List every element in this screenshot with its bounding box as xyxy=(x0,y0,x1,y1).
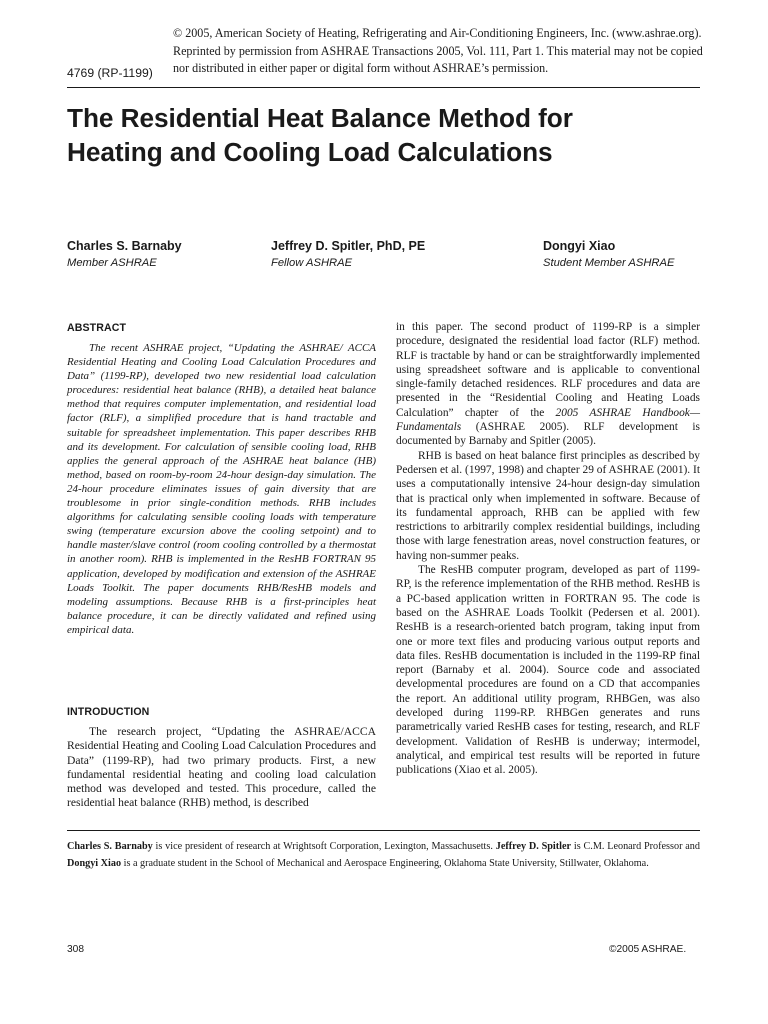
right-column xyxy=(396,320,700,778)
abstract-heading: ABSTRACT xyxy=(67,322,127,334)
text-span: (ASHRAE 2005). RLF development is documented by Barnaby and Spitler (2005). xyxy=(396,421,700,448)
handbook-citation: 2005 ASHRAE Handbook—Fundamentals xyxy=(396,406,700,434)
text-span: in this paper. The second product of 1199-RP is a simpler procedure, designated the residential load factor (RLF) method. RLF is tractable by hand or can be straightforwardly implemented using spreadsheet software and is applicable to conventional single-family detached residences. RLF procedures and data are presented in the “Residential Cooling and Heating Loads Calculation” chapter of the xyxy=(396,321,700,419)
author-name: Jeffrey D. Spitler, PhD, PE xyxy=(271,239,426,253)
paper-id: 4769 (RP-1199) xyxy=(67,66,153,80)
author-role: Member ASHRAE xyxy=(67,257,157,269)
introduction-paragraph: The research project, “Updating the ASHRAE/ACCA Residential Heating and Cooling Load Calculation Procedures and Data” (1199-RP), had two primary products. First, a new fundamental residential heating and cooling load calculation method was developed and tested. This procedure, called the residential heat balance (RHB) method, is described xyxy=(67,725,376,810)
header-divider xyxy=(67,87,700,88)
footnote-text: is C.M. Leonard Professor and xyxy=(571,841,700,852)
author-name: Dongyi Xiao xyxy=(543,239,616,253)
copyright-notice xyxy=(173,25,733,78)
author-footnote xyxy=(67,838,700,873)
author-role: Student Member ASHRAE xyxy=(543,257,675,269)
title-line: The Residential Heat Balance Method for xyxy=(67,103,573,133)
right-paragraph-2: RHB is based on heat balance first principles as described by Pedersen et al. (1997, 1998) and chapter 29 of ASHRAE (2001). It uses a computationally intensive 24-hour design-day simulation that is practical only when implemented in software. Because of its fundamental approach, RHB can be applied with few restrictions to arbitrarily complex residential buildings, including those with large fenestration areas, novel construction features, or having non-summer peaks. xyxy=(396,449,700,562)
footnote-text: is a graduate student in the School of Mechanical and Aerospace Engineering, Oklahoma State University, Stillwater, Oklahoma. xyxy=(121,858,649,870)
copyright-line: © 2005, American Society of Heating, Refrigerating and Air-Conditioning Engineers, Inc. (www.ashrae.org). xyxy=(173,26,702,40)
abstract-body xyxy=(67,341,376,637)
footnote-name: Dongyi Xiao xyxy=(67,858,122,870)
author-xiao xyxy=(543,237,674,272)
title-line: Heating and Cooling Load Calculations xyxy=(67,137,553,167)
page-number: 308 xyxy=(67,944,84,955)
abstract-paragraph: The recent ASHRAE project, “Updating the ASHRAE/ ACCA Residential Heating and Cooling Load Calculation Procedures and Data” (1199-RP), developed two new residential load calculation procedures: residential heat balance (RHB), a detailed heat balance method that requires computer implementation, and residential load factor (RLF), a simplified procedure that is hand tractable and suitable for spreadsheet implementation. This paper describes RHB and its development. For calculation of sensible cooling load, RHB applies the general approach of the ASHRAE heat balance (HB) method, based on room-by-room 24-hour design-day simulation. The 24-hour procedure eliminates issues of gain diversity that are troublesome in prior single-condition methods. RHB includes algorithms for calculating sensible cooling loads with temperature swing (temperature excursion above the cooling setpoint) and to handle master/slave control (room cooling controlled by a thermostat in another room). RHB is implemented in the ResHB FORTRAN 95 application, developed by modification and extension of the ASHRAE Loads Toolkit. The paper documents RHB/ResHB models and modeling assumptions. Because RHB is a first-principles heat balance procedure, it can be directly validated and refined using empirical data. xyxy=(67,342,376,636)
copyright-line: Reprinted by permission from ASHRAE Transactions 2005, Vol. 111, Part 1. This material may not be copied xyxy=(173,43,703,58)
paper-title xyxy=(67,101,707,169)
footnote-divider xyxy=(67,830,700,831)
author-spitler xyxy=(271,237,425,272)
author-role: Fellow ASHRAE xyxy=(271,257,353,269)
author-name: Charles S. Barnaby xyxy=(67,239,182,253)
copyright-line: nor distributed in either paper or digital form without ASHRAE’s permission. xyxy=(173,61,549,75)
footnote-name: Jeffrey D. Spitler xyxy=(495,841,572,852)
right-paragraph-3: The ResHB computer program, developed as part of 1199-RP, is the reference implementation of the RHB method. ResHB is a PC-based application written in FORTRAN 95. The code is based on the ASHRAE Loads Toolkit (Pedersen et al. 2001). ResHB is a research-oriented batch program, taking input from one or more text files and producing various output reports and data files. ResHB documentation is included in the 1199-RP final report (Barnaby et al. 2004). Source code and associated developmental procedures are found on a CD that accompanies the report. An additional utility program, RHBGen, was also developed during 1199-RP. RHBGen generates and runs parametrically varied ResHB cases for testing, research, and RLF development. Validation of ResHB is underway; intermodel, analytical, and empirical test results will be reported in future publications (Xiao et al. 2005). xyxy=(396,564,700,777)
right-paragraph-1 xyxy=(396,320,700,449)
introduction-heading: INTRODUCTION xyxy=(67,706,150,718)
footnote-name: Charles S. Barnaby xyxy=(67,841,153,852)
author-barnaby xyxy=(67,237,182,272)
introduction-body xyxy=(67,725,376,811)
footer-copyright: ©2005 ASHRAE. xyxy=(609,944,687,955)
footnote-text: is vice president of research at Wrightsoft Corporation, Lexington, Massachusetts. xyxy=(152,841,496,852)
